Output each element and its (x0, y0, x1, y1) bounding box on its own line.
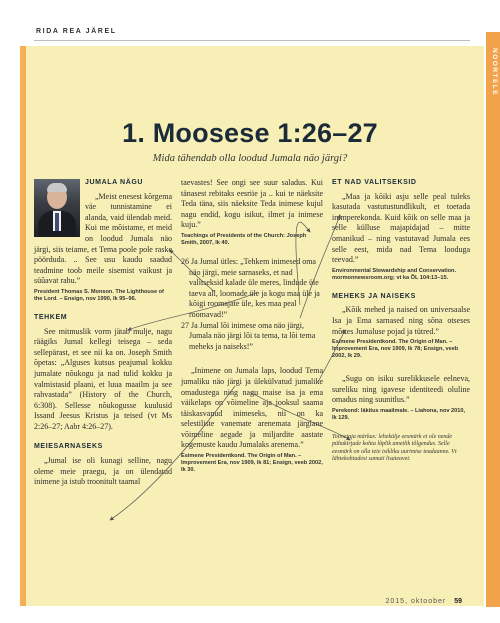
scripture-verse-26: 26 Ja Jumal ütles: „Tehkem inimesed oma näo järgi, meie sarnaseks, et nad valitseksid kalade üle meres, lindude üle taeva all, loomade üle ja kogu maa üle ja kõigi roomajate üle, kes maa peal roomavad!” (181, 256, 320, 319)
section-heading-let-us-make: TEHKEM (34, 313, 68, 321)
page-title: 1. Moosese 1:26–27 (122, 118, 378, 148)
right-column (332, 178, 470, 464)
portrait-photo (34, 179, 80, 237)
section-text-let-us-make: See mitmuslik vorm jätab mulje, nagu räägiks Jumal kellegi teisega – seda sellepärast, et see nii ka on. Joseph Smith õpetas: „Alguses kutsus peajumal kokku jumalate nõukogu ja nad tulid kokku ja valmistasid plaani, et luua maailm ja see rahvastada” (History of the Church, 6:308). Sellesse nõukogusse kuulusid Issand Jeesus Kristus ja teised (vt Ms 2:26–27; Aabr 4:26–27). (34, 326, 172, 431)
section-tab-label: NOORTELE (491, 48, 498, 97)
left-column (34, 178, 172, 488)
section-text-male-female: „Kõik mehed ja naised on universaalse Isa ja Ema sarnased ning sõna otseses mõttes Jumaluse pojad ja tütred.” (332, 305, 470, 336)
section-text-dominion: „Maa ja kõiki asju selle peal tuleks kasutada vastutustundlikult, et toetada inimperekonda. Kuid kõik on selle maa ja selle külluse majapidajad – mitte omanikud – ning vastutavad Jumala ees selle eest, mida nad Tema looduga teevad.” (332, 191, 470, 265)
citation: Perekond: läkitus maailmale. – Liahona, nov 2010, lk 129. (332, 407, 466, 421)
section-text-image: „Meist enesest kõrgema väe tunnistamine ei alanda, vaid ülendab meid. Kui me mõistame, et meid on loodud Jumala näo järgi, siis teiame, et Tema poole pole raske pöörduda. .. See usu kaudu saadud teadmine toob meile sisemist vaikust ja süûavat rahu.” (34, 191, 172, 286)
citation: President Thomas S. Monson. The Lighthouse of the Lord. – Ensign, nov 1990, lk 95–96. (34, 288, 164, 302)
scripture-verse-27: 27 Ja Jumal lõi inimese oma näo järgi, Jumala näo järgi lõi ta tema, ta lõi tema meheks ja naiseks!” (181, 320, 316, 351)
page-footer (386, 598, 463, 605)
running-head: RIDA REA JÄREL (36, 28, 117, 35)
section-heading-dominion: ET NAD VALITSEKSID (332, 179, 417, 186)
section-text-gender: „Sugu on isiku surelikkusele eelneva, sureliku ning igavese identiteedi oluline omadus ning suunitlus.” (332, 374, 470, 405)
issue-date: 2015, oktoober (385, 598, 447, 605)
section-text-likeness: „Jumal ise oli kunagi selline, nagu oleme meie praegu, ja on ülendatud inimene ja istub troonitult taamal (34, 456, 172, 487)
editor-note: Toimetaja märkus: lehekülje eesmärk ei ole nende pühakirjade kohta lõplik ametlik tõlgendus. Selle eesmärk on olla teie isikliku uurimise teadaanne. Vt lähtekohtadest samuti lisateavet. (332, 433, 457, 463)
citation: Esimene Presidentkond. The Origin of Man. – Improvement Era, nov 1909, lk 81; Ensign, veeb 2002, lk 30. (181, 453, 323, 474)
page-number: 59 (454, 598, 462, 605)
continued-quote: taevastes! See ongi see suur saladus. Kui tänasest rebitaks eesriie ja .. kui te näeksite Teda täna, siis näeksite Teda inimese kujul nagu endid, kogu isikut, ilmet ja inimese kuju.” (181, 178, 323, 230)
section-heading-male-female: MEHEKS JA NAISEKS (332, 292, 416, 300)
citation: Teachings of Presidents of the Church: Joseph Smith, 2007, lk 40. (181, 232, 307, 246)
center-column (181, 178, 323, 474)
quote-origin-of-man: „Inimene on Jumala laps, loodud Tema jumaliku näo järgi ja ülekülvatud jumalike omadustega ning nagu maise isa ja ema väikelaps on võimeline aja jooksul saama täiskasvanud inimeseks, nii on ka selestiliste vanemate arenemata järglane võimeline aegade ja miljardite aastate kogemuste kaudu Jumalaks arenema.” (181, 366, 323, 450)
citation: Esimene Presidentkond. The Origin of Man. – Improvement Era, nov 1909, lk 78; Ensign, veeb 2002, lk 29. (332, 339, 459, 360)
header-divider (34, 40, 470, 41)
section-heading-likeness: MEIESARNASEKS (34, 443, 103, 451)
section-heading-image: JUMALA NÄGU (85, 179, 144, 186)
citation: Environmental Stewardship and Conservation. mormonnewsroom.org; vt ka ÕL 104:13–15. (332, 267, 457, 281)
page-subtitle: Mida tähendab olla loodud Jumala näo järgi? (152, 153, 348, 164)
